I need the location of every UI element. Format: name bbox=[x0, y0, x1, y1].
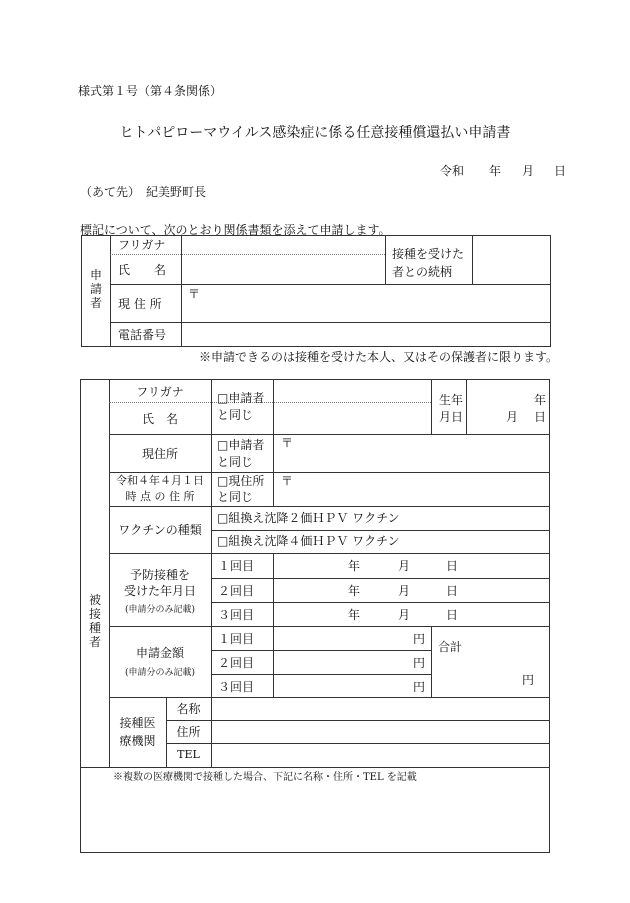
multi-clinic-input[interactable] bbox=[81, 786, 549, 852]
dose-2-label: ２回目 bbox=[218, 584, 255, 598]
intro-text: 標記について、次のとおり関係書類を添えて申請します。 bbox=[80, 223, 391, 237]
applicant-name-input[interactable] bbox=[182, 256, 384, 283]
r4-same-label: と同じ bbox=[217, 490, 254, 504]
clinic-name-label: 名称 bbox=[176, 702, 201, 716]
dose-3-label: ３回目 bbox=[218, 608, 255, 622]
recipient-address-label: 現住所 bbox=[141, 447, 178, 461]
clinic-label-2: 療機関 bbox=[119, 734, 156, 748]
recipient-furigana-label: フリガナ bbox=[136, 385, 184, 399]
applicant-phone-input[interactable] bbox=[182, 323, 550, 346]
form-number: 様式第１号（第４条関係） bbox=[78, 84, 223, 98]
multi-clinic-note: ※複数の医療機関で接種した場合、下記に名称・住所・TEL を記載 bbox=[113, 772, 417, 783]
r4-address-input[interactable] bbox=[294, 473, 549, 505]
vaccination-date-label-1: 予防接種を bbox=[129, 568, 190, 582]
vaccine-option-4valent[interactable]: □組換え沈降４価ＨＰＶ ワクチン bbox=[217, 534, 400, 548]
dose-1-label: １回目 bbox=[218, 559, 255, 573]
amount-label: 申請金額 bbox=[135, 646, 184, 660]
clinic-tel-input[interactable] bbox=[212, 744, 549, 766]
dose-1-day: 日 bbox=[446, 559, 459, 573]
addressee: （あて先） 紀美野町長 bbox=[80, 185, 207, 199]
relation-input[interactable] bbox=[473, 236, 550, 283]
amount-dose-3-label: ３回目 bbox=[218, 680, 255, 694]
address-same-label: と同じ bbox=[217, 455, 254, 469]
dose-2-day: 日 bbox=[446, 584, 459, 598]
birth-day-label: 日 bbox=[534, 410, 547, 424]
applicant-furigana-label: フリガナ bbox=[118, 238, 166, 252]
dose-1-month: 月 bbox=[398, 559, 411, 573]
clinic-address-input[interactable] bbox=[212, 721, 549, 742]
amount-dose-1-label: １回目 bbox=[218, 632, 255, 646]
vaccine-label: ワクチンの種類 bbox=[118, 523, 202, 537]
birth-label-2: 月日 bbox=[439, 410, 464, 424]
recipient-postal-mark: 〒 bbox=[281, 436, 294, 450]
clinic-address-label: 住所 bbox=[176, 725, 201, 739]
recipient-name-input[interactable] bbox=[274, 404, 430, 433]
address-same-checkbox[interactable]: □申請者 bbox=[217, 438, 265, 452]
date-month-label: 月 bbox=[522, 164, 535, 178]
applicant-furigana-input[interactable] bbox=[182, 236, 384, 253]
clinic-name-input[interactable] bbox=[212, 698, 549, 719]
dose-1-year: 年 bbox=[348, 559, 361, 573]
r4-postal-mark: 〒 bbox=[281, 474, 294, 488]
total-yen: 円 bbox=[522, 673, 535, 687]
birth-label-1: 生年 bbox=[439, 393, 464, 407]
recipient-section-label: 被接種者 bbox=[88, 593, 101, 649]
date-year-label: 年 bbox=[489, 164, 502, 178]
dose-3-year: 年 bbox=[348, 608, 361, 622]
r4-address-label-2: 時 点 の 住 所 bbox=[125, 490, 195, 503]
amount-dose-3-yen: 円 bbox=[413, 680, 426, 694]
applicant-address-input[interactable] bbox=[200, 285, 550, 321]
total-label: 合計 bbox=[438, 640, 463, 654]
recipient-address-input[interactable] bbox=[294, 435, 549, 471]
relation-label: 接種を受けた者との続柄 bbox=[392, 247, 465, 279]
applicant-address-label: 現 住 所 bbox=[118, 297, 162, 311]
birth-month-label: 月 bbox=[506, 410, 519, 424]
vaccination-date-note: (申請分のみ記載) bbox=[124, 605, 196, 615]
recipient-name-label: 氏 名 bbox=[141, 412, 178, 426]
dose-3-day: 日 bbox=[446, 608, 459, 622]
vaccination-date-label-2: 受けた年月日 bbox=[123, 584, 196, 598]
date-day-label: 日 bbox=[554, 164, 567, 178]
r4-address-label-1: 令和４年４月１日 bbox=[116, 474, 204, 487]
dose-2-month: 月 bbox=[398, 584, 411, 598]
applicant-phone-label: 電話番号 bbox=[118, 328, 167, 342]
vaccine-option-2valent[interactable]: □組換え沈降２価ＨＰＶ ワクチン bbox=[217, 511, 400, 525]
amount-dose-2-label: ２回目 bbox=[218, 656, 255, 670]
amount-note: (申請分のみ記載) bbox=[124, 668, 196, 678]
amount-dose-2-yen: 円 bbox=[413, 656, 426, 670]
recipient-same-checkbox[interactable]: □申請者 bbox=[217, 391, 265, 405]
page-title: ヒトパピローマウイルス感染症に係る任意接種償還払い申請書 bbox=[119, 125, 511, 141]
birth-year-label: 年 bbox=[534, 393, 547, 407]
r4-same-checkbox[interactable]: □現住所 bbox=[217, 474, 265, 488]
amount-dose-1-yen: 円 bbox=[413, 632, 426, 646]
applicant-section-label: 申請者 bbox=[89, 268, 102, 310]
applicant-note: ※申請できるのは接種を受けた本人、又はその保護者に限ります。 bbox=[199, 350, 559, 364]
dose-3-month: 月 bbox=[398, 608, 411, 622]
clinic-tel-label: TEL bbox=[177, 748, 200, 761]
dose-2-year: 年 bbox=[348, 584, 361, 598]
clinic-label-1: 接種医 bbox=[119, 716, 156, 730]
recipient-furigana-input[interactable] bbox=[274, 380, 430, 401]
recipient-same-label: と同じ bbox=[217, 408, 254, 422]
applicant-name-label: 氏 名 bbox=[118, 263, 167, 277]
date-era: 令和 bbox=[440, 164, 465, 178]
applicant-postal-mark: 〒 bbox=[188, 287, 201, 301]
